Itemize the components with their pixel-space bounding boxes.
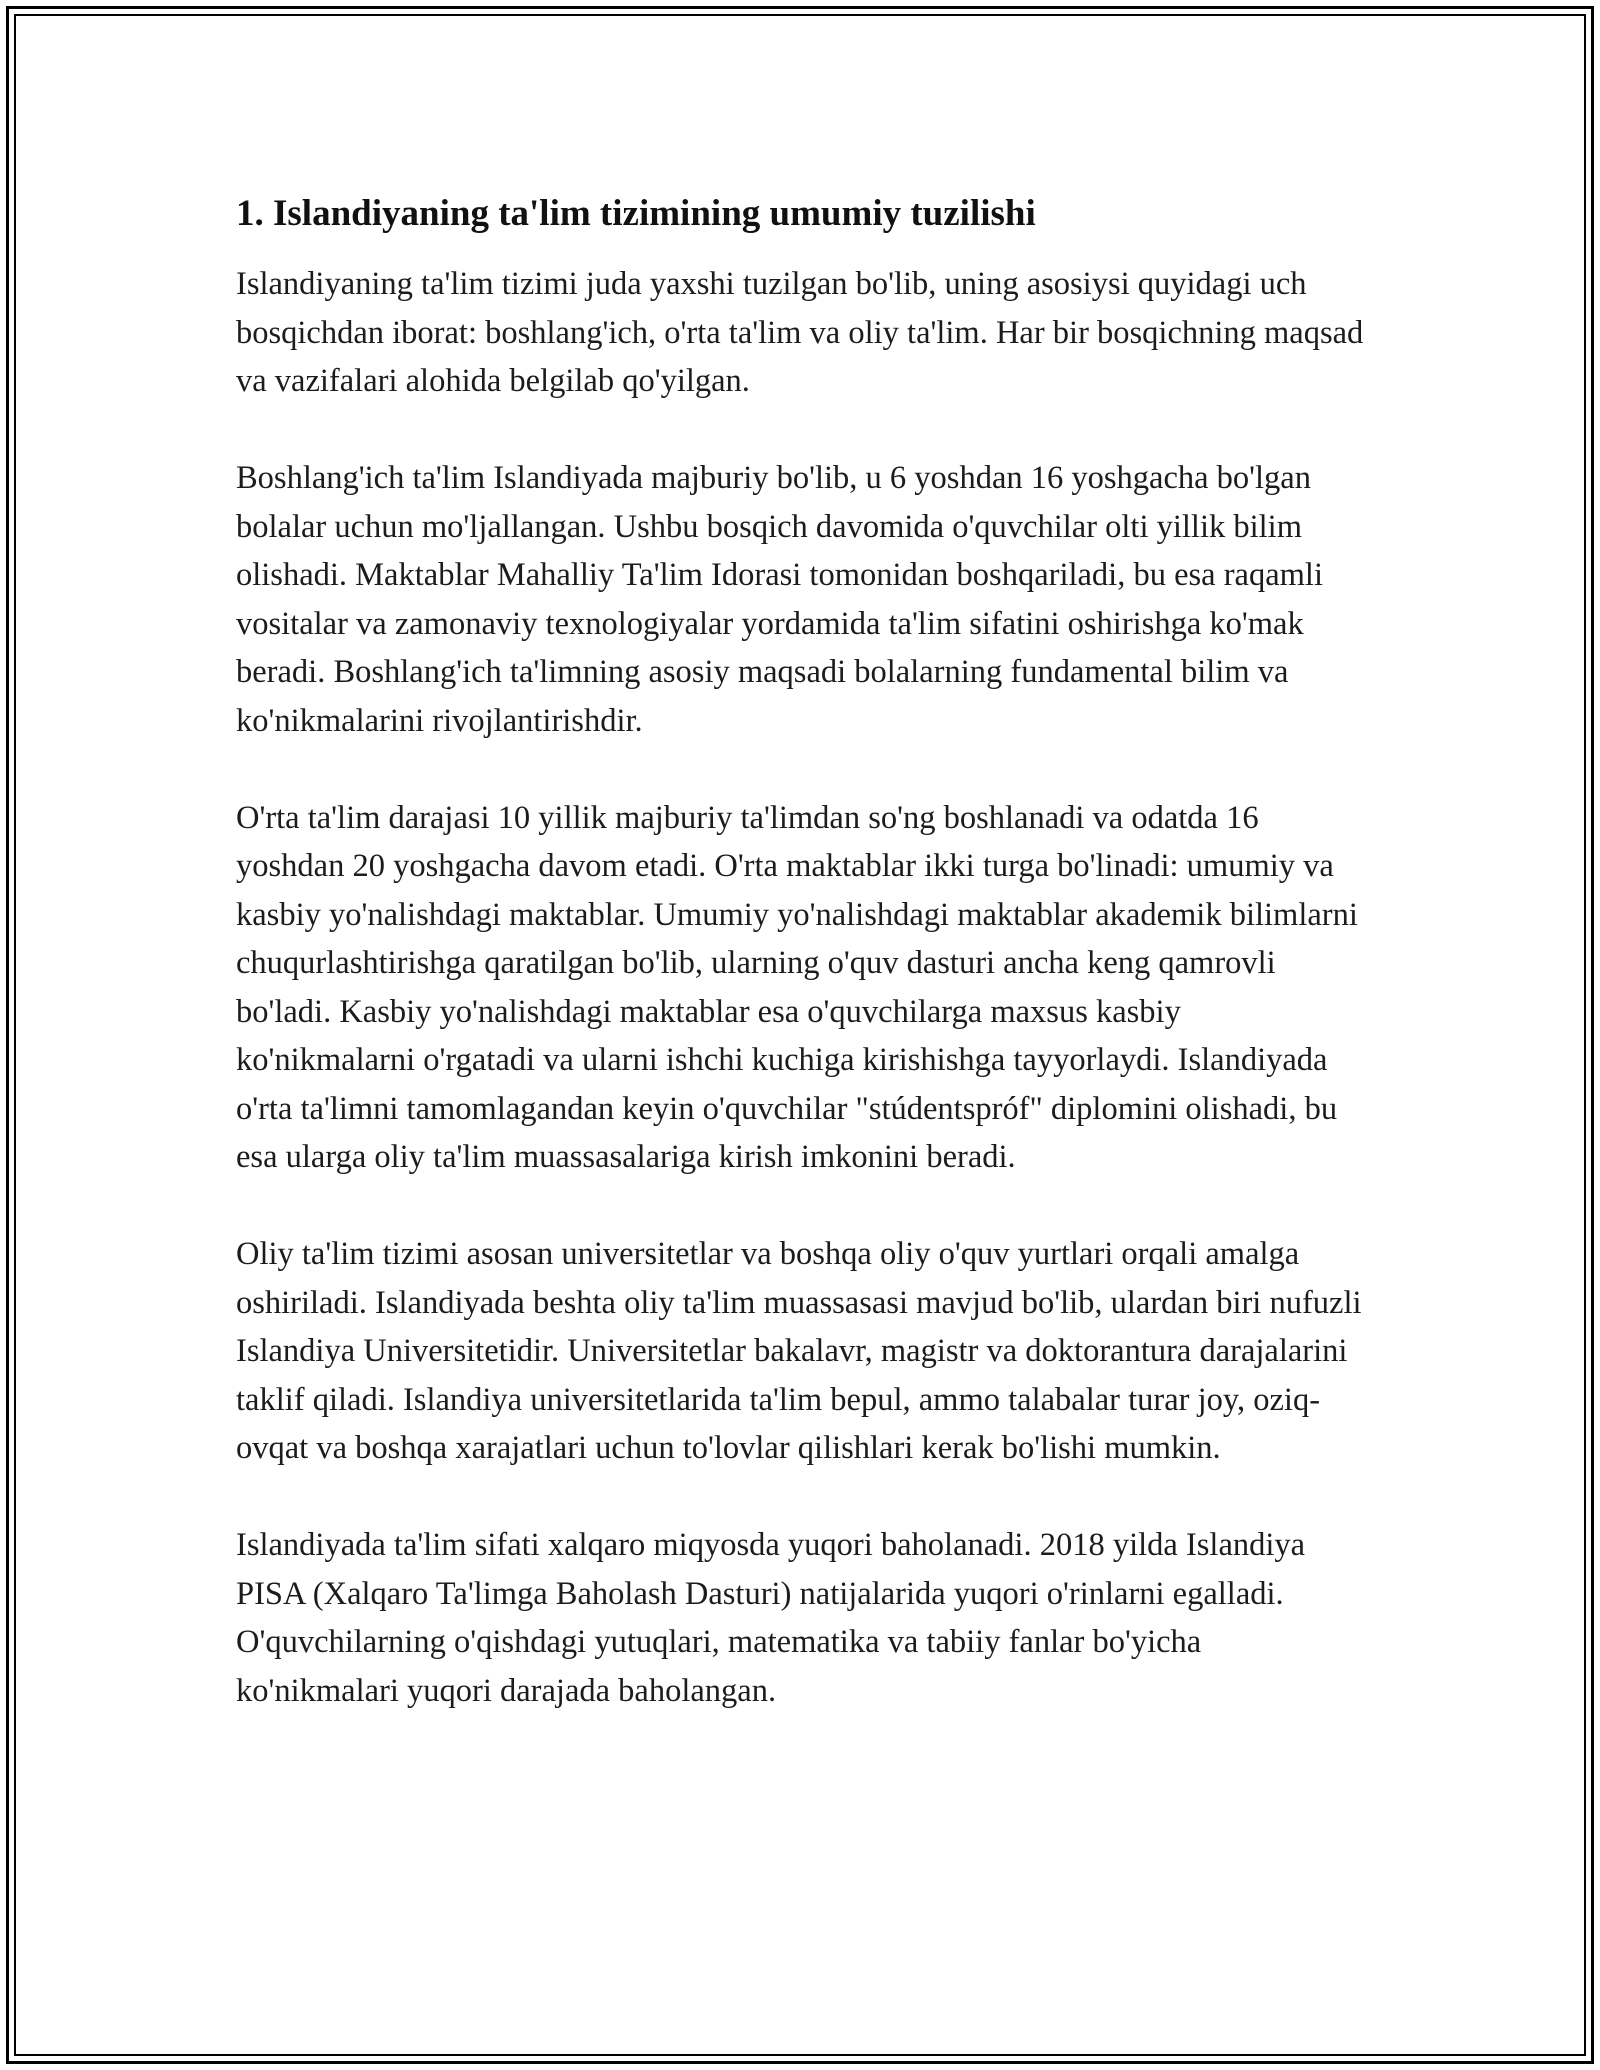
paragraph-higher-education: Oliy ta'lim tizimi asosan universitetlar va boshqa oliy o'quv yurtlari orqali amalga oshiriladi. Islandiyada beshta oliy ta'lim muassasasi mavjud bo'lib, ulardan biri nufuzli Islandiya Universitetidir. Universitetlar bakalavr, magistr va doktorantura darajalarini taklif qiladi. Islandiya universitetlarida ta'lim bepul, ammo talabalar turar joy, oziq-ovqat va boshqa xarajatlari uchun to'lovlar qilishlari kerak bo'lishi mumkin.: [236, 1236, 1362, 1466]
paragraph-intro: Islandiyaning ta'lim tizimi juda yaxshi tuzilgan bo'lib, uning asosiysi quyidagi uch bosqichdan iborat: boshlang'ich, o'rta ta'lim va oliy ta'lim. Har bir bosqichning maqsad va vazifalari alohida belgilab qo'yilgan.: [236, 266, 1364, 399]
paragraph-secondary-education: O'rta ta'lim darajasi 10 yillik majburiy ta'limdan so'ng boshlanadi va odatda 16 yoshdan 20 yoshgacha davom etadi. O'rta maktablar ikki turga bo'linadi: umumiy va kasbiy yo'nalishdagi maktablar. Umumiy yo'nalishdagi maktablar akademik bilimlarni chuqurlashtirishga qaratilgan bo'lib, ularning o'quv dasturi ancha keng qamrovli bo'ladi. Kasbiy yo'nalishdagi maktablar esa o'quvchilarga maxsus kasbiy ko'nikmalarni o'rgatadi va ularni ishchi kuchiga kirishishga tayyorlaydi. Islandiyada o'rta ta'limni tamomlagandan keyin o'quvchilar "stúdentspróf" diplomini olishadi, bu esa ularga oliy ta'lim muassasalariga kirish imkonini beradi.: [236, 799, 1358, 1175]
paragraph-primary-education: Boshlang'ich ta'lim Islandiyada majburiy bo'lib, u 6 yoshdan 16 yoshgacha bo'lgan bolalar uchun mo'ljallangan. Ushbu bosqich davomida o'quvchilar olti yillik bilim olishadi. Maktablar Mahalliy Ta'lim Idorasi tomonidan boshqariladi, bu esa raqamli vositalar va zamonaviy texnologiyalar yordamida ta'lim sifatini oshirishga ko'mak beradi. Boshlang'ich ta'limning asosiy maqsadi bolalarning fundamental bilim va ko'nikmalarini rivojlantirishdir.: [236, 460, 1323, 739]
section-heading: 1. Islandiyaning ta'lim tizimining umumiy tuzilishi: [236, 193, 1036, 234]
paragraph-education-quality: Islandiyada ta'lim sifati xalqaro miqyosda yuqori baholanadi. 2018 yilda Islandiya PISA (Xalqaro Ta'limga Baholash Dasturi) natijalarida yuqori o'rinlarni egalladi. O'quvchilarning o'qishdagi yutuqlari, matematika va tabiiy fanlar bo'yicha ko'nikmalari yuqori darajada baholangan.: [236, 1527, 1306, 1709]
document-body: [236, 190, 1366, 1715]
